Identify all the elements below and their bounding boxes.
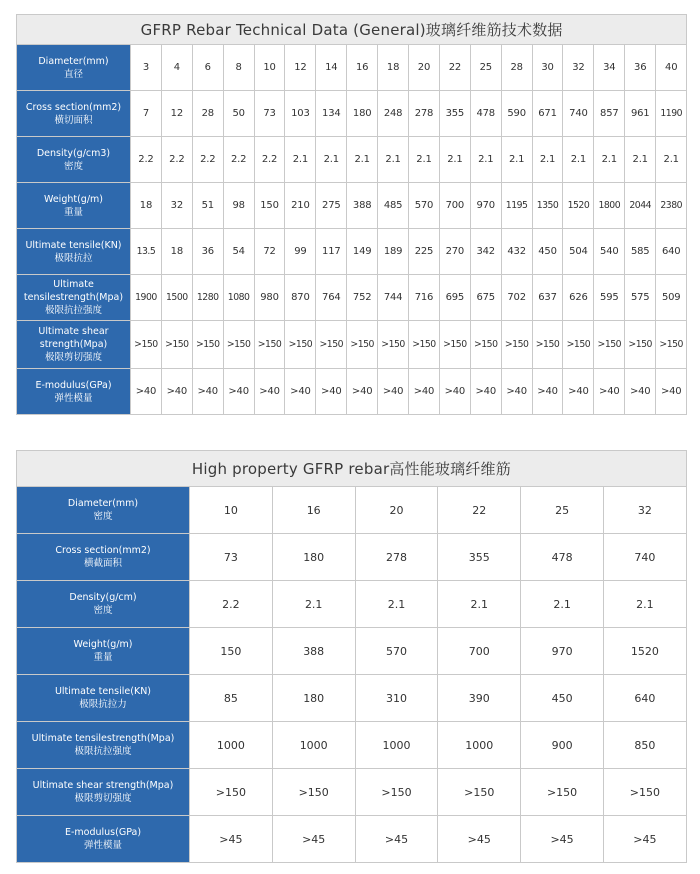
row-label-zh: 密度 <box>93 605 113 616</box>
table-row <box>17 816 687 863</box>
table-cell: 32 <box>161 183 192 229</box>
table-cell: 28 <box>501 45 532 91</box>
table-cell: 450 <box>532 229 563 275</box>
row-label-en: Ultimate tensile(KN) <box>54 686 152 697</box>
row-label-zh: 弹性模量 <box>83 840 122 851</box>
table-row <box>17 229 687 275</box>
table-cell: >150 <box>161 321 192 369</box>
table-cell: 10 <box>190 487 273 534</box>
table-cell: 32 <box>603 487 686 534</box>
row-label <box>17 816 190 863</box>
table-cell: 970 <box>521 628 604 675</box>
row-label-en: Cross section(mm2) <box>25 101 122 113</box>
table-cell: >40 <box>192 369 223 415</box>
table-cell: 4 <box>161 45 192 91</box>
table-cell: 1350 <box>532 183 563 229</box>
table-cell: 6 <box>192 45 223 91</box>
table-cell: 278 <box>355 534 438 581</box>
table-cell: >40 <box>131 369 162 415</box>
table-cell: 740 <box>563 91 594 137</box>
table-cell: 432 <box>501 229 532 275</box>
table-cell: 28 <box>192 91 223 137</box>
table-cell: 103 <box>285 91 316 137</box>
row-label <box>17 321 131 369</box>
table-cell: >150 <box>656 321 687 369</box>
table-cell: 1190 <box>656 91 687 137</box>
table-cell: 7 <box>131 91 162 137</box>
table-cell: 1900 <box>131 275 162 321</box>
table-cell: 355 <box>438 534 521 581</box>
table-cell: 1800 <box>594 183 625 229</box>
table-cell: 355 <box>439 91 470 137</box>
table-cell: 248 <box>378 91 409 137</box>
table-cell: 1000 <box>272 722 355 769</box>
table-cell: 764 <box>316 275 347 321</box>
table-cell: 278 <box>409 91 440 137</box>
table-cell: >150 <box>355 769 438 816</box>
row-label-en: Diameter(mm) <box>38 55 109 67</box>
table-row <box>17 534 687 581</box>
table-cell: 585 <box>625 229 656 275</box>
table-cell: 2.1 <box>594 137 625 183</box>
table-cell: 36 <box>625 45 656 91</box>
table-cell: 509 <box>656 275 687 321</box>
table-cell: >40 <box>439 369 470 415</box>
table-cell: 275 <box>316 183 347 229</box>
table-cell: 180 <box>272 534 355 581</box>
row-label-en: Ultimate tensilestrength(Mpa) <box>23 279 124 303</box>
table-cell: 2.2 <box>131 137 162 183</box>
row-label-en: Density(g/cm3) <box>36 147 111 159</box>
table-cell: 671 <box>532 91 563 137</box>
table-cell: 99 <box>285 229 316 275</box>
table-row <box>17 137 687 183</box>
table-cell: 2.1 <box>378 137 409 183</box>
table-cell: 2.2 <box>161 137 192 183</box>
table-cell: 150 <box>254 183 285 229</box>
row-label-zh: 横截面积 <box>83 558 122 569</box>
table-cell: 961 <box>625 91 656 137</box>
table-cell: >40 <box>409 369 440 415</box>
table-cell: 210 <box>285 183 316 229</box>
table-row <box>17 487 687 534</box>
general-data-table <box>16 14 687 415</box>
table-row <box>17 675 687 722</box>
table-cell: 13.5 <box>131 229 162 275</box>
table-cell: 310 <box>355 675 438 722</box>
table-cell: 32 <box>563 45 594 91</box>
table-cell: 2.1 <box>316 137 347 183</box>
table-cell: 570 <box>409 183 440 229</box>
table-cell: 1280 <box>192 275 223 321</box>
table-cell: 73 <box>254 91 285 137</box>
row-label-en: Density(g/cm) <box>69 592 137 603</box>
table-cell: 2.1 <box>501 137 532 183</box>
table-cell: 1080 <box>223 275 254 321</box>
row-label-en: Ultimate shear strength(Mpa) <box>32 780 174 791</box>
table-cell: >150 <box>409 321 440 369</box>
table-cell: 36 <box>192 229 223 275</box>
row-label <box>17 369 131 415</box>
table-cell: 22 <box>439 45 470 91</box>
table-cell: 744 <box>378 275 409 321</box>
table-cell: >150 <box>532 321 563 369</box>
table-cell: 1520 <box>563 183 594 229</box>
table-cell: 2.1 <box>532 137 563 183</box>
high-property-table <box>16 450 687 863</box>
row-label-zh: 极限抗拉 <box>54 252 93 264</box>
row-label <box>17 628 190 675</box>
row-label <box>17 229 131 275</box>
table-cell: 478 <box>521 534 604 581</box>
table-cell: >40 <box>285 369 316 415</box>
table-cell: 2044 <box>625 183 656 229</box>
table-row <box>17 769 687 816</box>
row-label-en: Ultimate shear strength(Mpa) <box>38 326 109 350</box>
table-cell: 12 <box>161 91 192 137</box>
table-cell: >150 <box>254 321 285 369</box>
table-cell: 18 <box>378 45 409 91</box>
table-cell: >45 <box>272 816 355 863</box>
table-cell: 637 <box>532 275 563 321</box>
table-cell: 2.1 <box>521 581 604 628</box>
table-cell: 857 <box>594 91 625 137</box>
row-label-en: Diameter(mm) <box>67 498 139 509</box>
table-cell: 540 <box>594 229 625 275</box>
table-cell: 850 <box>603 722 686 769</box>
table-cell: 85 <box>190 675 273 722</box>
table-cell: 22 <box>438 487 521 534</box>
table-cell: 134 <box>316 91 347 137</box>
table-cell: 20 <box>409 45 440 91</box>
row-label <box>17 45 131 91</box>
table-cell: 2.1 <box>470 137 501 183</box>
table-cell: 2.1 <box>563 137 594 183</box>
table-row <box>17 722 687 769</box>
table-cell: 870 <box>285 275 316 321</box>
row-label <box>17 675 190 722</box>
table-cell: >40 <box>625 369 656 415</box>
table-cell: 388 <box>272 628 355 675</box>
table-cell: >45 <box>521 816 604 863</box>
row-label-zh: 密度 <box>93 511 113 522</box>
table-cell: >150 <box>501 321 532 369</box>
table-cell: 700 <box>438 628 521 675</box>
table-row <box>17 369 687 415</box>
table-cell: 30 <box>532 45 563 91</box>
row-label <box>17 183 131 229</box>
table-cell: 72 <box>254 229 285 275</box>
table-cell: >150 <box>625 321 656 369</box>
table-cell: 595 <box>594 275 625 321</box>
table-cell: 189 <box>378 229 409 275</box>
table-cell: 2.1 <box>355 581 438 628</box>
table-cell: >150 <box>223 321 254 369</box>
table-cell: 25 <box>470 45 501 91</box>
table-cell: 2.1 <box>347 137 378 183</box>
table-cell: 12 <box>285 45 316 91</box>
table-cell: >150 <box>347 321 378 369</box>
table-row <box>17 321 687 369</box>
table-cell: 16 <box>272 487 355 534</box>
row-label-zh: 重量 <box>63 206 83 218</box>
table-cell: 2380 <box>656 183 687 229</box>
table-cell: 900 <box>521 722 604 769</box>
table-cell: >150 <box>378 321 409 369</box>
table-cell: >40 <box>470 369 501 415</box>
row-label-zh: 极限抗拉强度 <box>44 305 102 316</box>
table-row <box>17 581 687 628</box>
table-cell: 149 <box>347 229 378 275</box>
table-cell: >150 <box>131 321 162 369</box>
table-cell: 485 <box>378 183 409 229</box>
table-cell: 388 <box>347 183 378 229</box>
table-row <box>17 628 687 675</box>
table-cell: 18 <box>131 183 162 229</box>
row-label-zh: 极限剪切强度 <box>74 793 132 804</box>
table-cell: 640 <box>656 229 687 275</box>
table-cell: 25 <box>521 487 604 534</box>
table-cell: 2.1 <box>285 137 316 183</box>
table-cell: 740 <box>603 534 686 581</box>
table-cell: 752 <box>347 275 378 321</box>
table-cell: 970 <box>470 183 501 229</box>
row-label-en: Weight(g/m) <box>44 193 103 205</box>
row-label-en: Ultimate tensilestrength(Mpa) <box>31 733 175 744</box>
table-cell: 150 <box>190 628 273 675</box>
table-cell: 342 <box>470 229 501 275</box>
table-cell: 2.2 <box>223 137 254 183</box>
table-cell: 8 <box>223 45 254 91</box>
row-label-en: E-modulus(GPa) <box>35 379 112 391</box>
table-cell: 2.1 <box>603 581 686 628</box>
table-cell: 2.2 <box>254 137 285 183</box>
table-cell: 51 <box>192 183 223 229</box>
table-cell: >150 <box>521 769 604 816</box>
table-cell: 1000 <box>190 722 273 769</box>
table-cell: 180 <box>272 675 355 722</box>
table-cell: >40 <box>532 369 563 415</box>
row-label-en: Weight(g/m) <box>73 639 133 650</box>
table-cell: >40 <box>501 369 532 415</box>
table-row <box>17 275 687 321</box>
table-cell: >45 <box>190 816 273 863</box>
table-cell: 50 <box>223 91 254 137</box>
table-cell: 3 <box>131 45 162 91</box>
table-cell: >45 <box>355 816 438 863</box>
table-cell: 54 <box>223 229 254 275</box>
row-label-zh: 弹性模量 <box>54 392 93 404</box>
row-label-zh: 横切面积 <box>54 114 93 126</box>
table-cell: 980 <box>254 275 285 321</box>
table-cell: 450 <box>521 675 604 722</box>
table-cell: 2.1 <box>656 137 687 183</box>
table-cell: >45 <box>438 816 521 863</box>
table-cell: >150 <box>439 321 470 369</box>
table-cell: >150 <box>316 321 347 369</box>
table-cell: 1500 <box>161 275 192 321</box>
table-cell: >150 <box>438 769 521 816</box>
high-table-title: High property GFRP rebar高性能玻璃纤维筋 <box>17 451 687 487</box>
row-label <box>17 722 190 769</box>
table-cell: 10 <box>254 45 285 91</box>
table-cell: 716 <box>409 275 440 321</box>
table-cell: 1520 <box>603 628 686 675</box>
table-cell: >40 <box>347 369 378 415</box>
table-cell: 2.1 <box>438 581 521 628</box>
table-cell: >150 <box>470 321 501 369</box>
table-cell: 2.1 <box>409 137 440 183</box>
table-cell: 504 <box>563 229 594 275</box>
table-cell: >40 <box>316 369 347 415</box>
table-cell: >150 <box>594 321 625 369</box>
table-cell: >150 <box>272 769 355 816</box>
table-cell: 700 <box>439 183 470 229</box>
table-cell: >150 <box>285 321 316 369</box>
table-cell: 478 <box>470 91 501 137</box>
table-cell: >40 <box>656 369 687 415</box>
row-label <box>17 581 190 628</box>
table-cell: 20 <box>355 487 438 534</box>
row-label-zh: 极限抗拉强度 <box>74 746 132 757</box>
table-cell: 675 <box>470 275 501 321</box>
table-cell: 40 <box>656 45 687 91</box>
table-cell: 16 <box>347 45 378 91</box>
table-cell: 570 <box>355 628 438 675</box>
table-cell: 1000 <box>438 722 521 769</box>
table-cell: >40 <box>378 369 409 415</box>
table-cell: >40 <box>594 369 625 415</box>
table-row <box>17 183 687 229</box>
row-label-zh: 极限剪切强度 <box>44 352 102 363</box>
table-cell: 117 <box>316 229 347 275</box>
table-cell: 34 <box>594 45 625 91</box>
table-cell: >45 <box>603 816 686 863</box>
row-label <box>17 137 131 183</box>
row-label <box>17 769 190 816</box>
table-cell: 270 <box>439 229 470 275</box>
table-cell: >40 <box>254 369 285 415</box>
row-label <box>17 487 190 534</box>
table-cell: 73 <box>190 534 273 581</box>
table-cell: 98 <box>223 183 254 229</box>
table-cell: 626 <box>563 275 594 321</box>
table-row <box>17 91 687 137</box>
table-cell: >150 <box>192 321 223 369</box>
table-cell: 695 <box>439 275 470 321</box>
row-label-zh: 极限抗拉力 <box>79 699 127 710</box>
row-label-en: Cross section(mm2) <box>55 545 151 556</box>
table-cell: 1000 <box>355 722 438 769</box>
table-cell: >40 <box>563 369 594 415</box>
table-cell: 18 <box>161 229 192 275</box>
general-table-title: GFRP Rebar Technical Data (General)玻璃纤维筋技术数据 <box>17 15 687 45</box>
row-label <box>17 275 131 321</box>
table-cell: 14 <box>316 45 347 91</box>
table-cell: 575 <box>625 275 656 321</box>
row-label-zh: 重量 <box>93 652 113 663</box>
row-label <box>17 91 131 137</box>
row-label-zh: 直径 <box>63 68 83 80</box>
table-cell: 180 <box>347 91 378 137</box>
row-label-zh: 密度 <box>63 160 83 172</box>
table-cell: 390 <box>438 675 521 722</box>
table-cell: 2.2 <box>190 581 273 628</box>
table-cell: 590 <box>501 91 532 137</box>
row-label-en: Ultimate tensile(KN) <box>25 239 122 251</box>
row-label-en: E-modulus(GPa) <box>64 827 142 838</box>
table-cell: 1195 <box>501 183 532 229</box>
table-cell: >150 <box>190 769 273 816</box>
table-cell: 225 <box>409 229 440 275</box>
table-cell: >40 <box>161 369 192 415</box>
row-label <box>17 534 190 581</box>
table-cell: 2.1 <box>625 137 656 183</box>
table-cell: 2.1 <box>439 137 470 183</box>
table-row <box>17 45 687 91</box>
table-cell: >40 <box>223 369 254 415</box>
table-cell: >150 <box>603 769 686 816</box>
table-cell: 2.2 <box>192 137 223 183</box>
table-cell: 702 <box>501 275 532 321</box>
table-cell: >150 <box>563 321 594 369</box>
table-cell: 640 <box>603 675 686 722</box>
table-cell: 2.1 <box>272 581 355 628</box>
